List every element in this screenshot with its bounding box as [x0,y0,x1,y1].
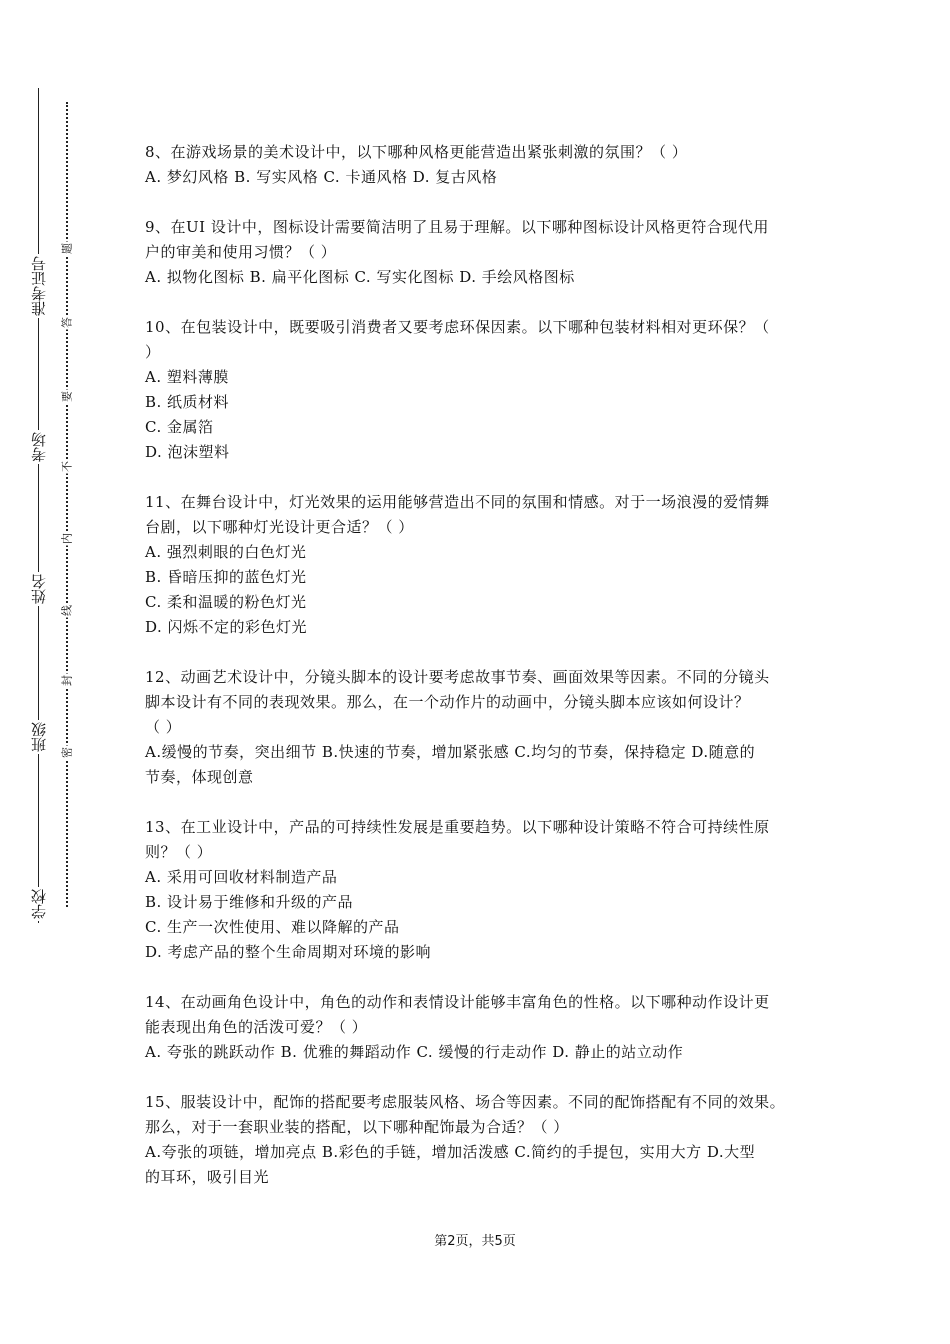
answer-option: C. 生产一次性使用、难以降解的产品 [145,918,400,936]
question-item [145,815,810,965]
seal-char: 不 [60,461,74,472]
answer-option: A. 塑料薄膜 [145,368,229,386]
binding-field-label: 姓名 [30,574,48,604]
question-item [145,140,810,190]
seal-char: 密 [60,747,74,758]
question-list [145,140,810,1215]
seal-dotted-line [66,102,68,907]
binding-field-label: 班级 [30,722,48,752]
answer-option: C. 柔和温暖的粉色灯光 [145,593,307,611]
seal-char: 答 [60,317,74,328]
answer-option: D. 泡沫塑料 [145,443,230,461]
question-item [145,315,810,465]
question-stem: ） [145,343,161,361]
question-item [145,490,810,640]
binding-strip [0,0,110,1344]
question-stem: 10、在包装设计中，既要吸引消费者又要考虑环保因素。以下哪种包装材料相对更环保？（ [145,318,770,336]
answer-option: 节奏，体现创意 [145,768,254,786]
question-stem: 则？（ ） [145,843,213,861]
answer-option: A.夸张的项链，增加亮点 B.彩色的手链，增加活泼感 C.简约的手提包，实用大方 D.大型 [145,1143,756,1161]
answer-option: 的耳环，吸引目光 [145,1168,270,1186]
question-item [145,665,810,790]
question-item [145,990,810,1065]
page-number: 第2页，共5页 [434,1234,516,1249]
question-stem: 户的审美和使用习惯？（ ） [145,243,337,261]
question-stem: 12、动画艺术设计中，分镜头脚本的设计要考虑故事节奏、画面效果等因素。不同的分镜头 [145,668,770,686]
answer-option: B. 昏暗压抑的蓝色灯光 [145,568,307,586]
question-item [145,215,810,290]
answer-option: D. 考虑产品的整个生命周期对环境的影响 [145,943,432,961]
binding-field-label: 准考证号 [30,256,48,316]
question-stem: 15、服装设计中，配饰的搭配要考虑服装风格、场合等因素。不同的配饰搭配有不同的效果。 [145,1093,786,1111]
question-stem: 9、在UI 设计中，图标设计需要简洁明了且易于理解。以下哪种图标设计风格更符合现代用 [145,218,769,236]
question-stem: 台剧，以下哪种灯光设计更合适？（ ） [145,518,414,536]
question-stem: 14、在动画角色设计中，角色的动作和表情设计能够丰富角色的性格。以下哪种动作设计更 [145,993,770,1011]
seal-char: 要 [60,391,74,402]
answer-option: A. 强烈刺眼的白色灯光 [145,543,307,561]
question-stem: 那么，对于一套职业装的搭配，以下哪种配饰最为合适？（ ） [145,1118,569,1136]
question-stem: 能表现出角色的活泼可爱？（ ） [145,1018,368,1036]
seal-char: 题 [60,243,74,254]
question-stem: 11、在舞台设计中，灯光效果的运用能够营造出不同的氛围和情感。对于一场浪漫的爱情舞 [145,493,770,511]
question-stem: 8、在游戏场景的美术设计中，以下哪种风格更能营造出紧张刺激的氛围？（ ） [145,143,688,161]
answer-option: A. 采用可回收材料制造产品 [145,868,338,886]
question-stem: 13、在工业设计中，产品的可持续性发展是重要趋势。以下哪种设计策略不符合可持续性原 [145,818,770,836]
question-item [145,1090,810,1190]
binding-field-label: 考场 [30,432,48,462]
answer-option: B. 纸质材料 [145,393,230,411]
answer-option: A. 拟物化图标 B. 扁平化图标 C. 写实化图标 D. 手绘风格图标 [145,268,575,286]
answer-option: A. 梦幻风格 B. 写实风格 C. 卡通风格 D. 复古风格 [145,168,498,186]
seal-char: 封 [60,675,74,686]
binding-field-label: 学校 [30,889,48,919]
answer-option: D. 闪烁不定的彩色灯光 [145,618,308,636]
answer-option: A. 夸张的跳跃动作 B. 优雅的舞蹈动作 C. 缓慢的行走动作 D. 静止的站立动作 [145,1043,684,1061]
answer-option: A.缓慢的节奏，突出细节 B.快速的节奏，增加紧张感 C.均匀的节奏，保持稳定 D.随意的 [145,743,756,761]
question-stem: （ ） [145,718,182,736]
seal-char: 内 [60,533,74,544]
question-stem: 脚本设计有不同的表现效果。那么，在一个动作片的动画中，分镜头脚本应该如何设计？ [145,693,750,711]
answer-option: B. 设计易于维修和升级的产品 [145,893,354,911]
seal-char: 线 [60,605,74,616]
binding-solid-line [38,88,39,923]
answer-option: C. 金属箔 [145,418,214,436]
